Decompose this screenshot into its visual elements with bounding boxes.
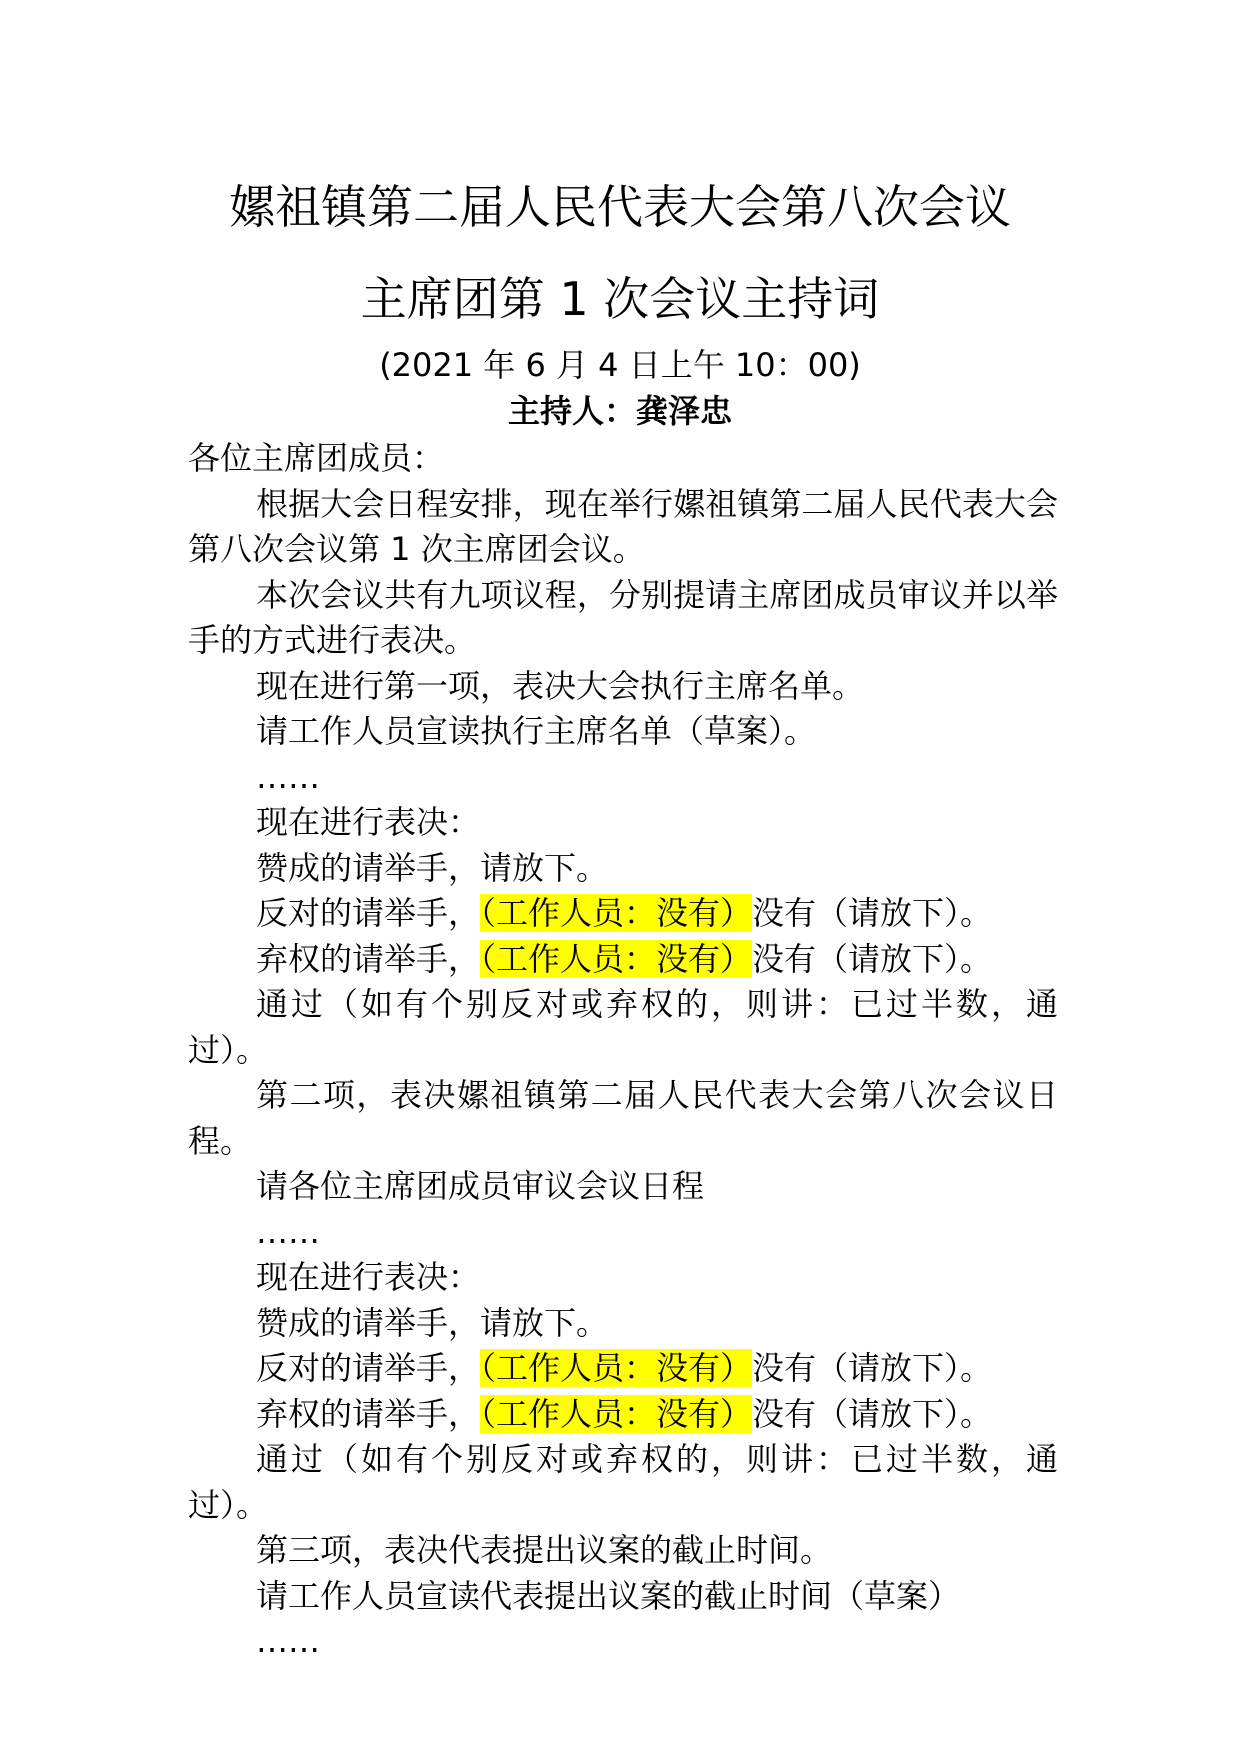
- vote-response: 没有（请放下）。: [752, 1394, 993, 1433]
- highlighted-note: （工作人员：没有）: [480, 1349, 753, 1387]
- ellipsis: ……: [256, 1622, 320, 1660]
- document-title-line-1: 嫘祖镇第二届人民代表大会第八次会议: [229, 180, 1011, 234]
- vote-line-abstain: [188, 937, 1058, 983]
- highlighted-note: （工作人员：没有）: [480, 1394, 753, 1433]
- paragraph: 第三项，表决代表提出议案的截止时间。: [256, 1531, 833, 1569]
- document-title-line-2: 主席团第 1 次会议主持词: [360, 272, 880, 326]
- vote-response: 没有（请放下）。: [752, 939, 993, 978]
- vote-prompt: 反对的请举手，: [256, 894, 481, 932]
- document-body: [188, 436, 1058, 1665]
- vote-prompt: 反对的请举手，: [256, 1349, 481, 1387]
- paragraph: 赞成的请举手，请放下。: [256, 848, 609, 887]
- paragraph: 本次会议共有九项议程，分别提请主席团成员审议并以举手的方式进行表决。: [188, 575, 1058, 659]
- paragraph: 第二项，表决嫘祖镇第二届人民代表大会第八次会议日程。: [188, 1076, 1058, 1160]
- vote-line-oppose: [188, 1346, 1058, 1392]
- vote-line-oppose: [188, 891, 1058, 937]
- paragraph: 请各位主席团成员审议会议日程: [256, 1167, 705, 1205]
- vote-line-abstain: [188, 1392, 1058, 1438]
- meeting-datetime: (2021 年 6 月 4 日上午 10：00): [379, 346, 861, 384]
- paragraph: 现在进行第一项，表决大会执行主席名单。: [256, 666, 865, 705]
- paragraph: 现在进行表决：: [256, 803, 481, 841]
- paragraph: 赞成的请举手，请放下。: [256, 1303, 609, 1342]
- paragraph: 通过（如有个别反对或弃权的，则讲：已过半数，通过）。: [188, 985, 1058, 1069]
- vote-response: 没有（请放下）。: [752, 894, 993, 932]
- host-name: 主持人：龚泽忠: [507, 392, 732, 430]
- paragraph: 通过（如有个别反对或弃权的，则讲：已过半数，通过）。: [188, 1440, 1058, 1524]
- vote-prompt: 弃权的请举手，: [256, 1394, 481, 1433]
- highlighted-note: （工作人员：没有）: [480, 939, 753, 978]
- salutation: 各位主席团成员：: [188, 439, 445, 477]
- ellipsis: ……: [256, 757, 320, 796]
- paragraph: 请工作人员宣读执行主席名单（草案）。: [256, 712, 817, 750]
- vote-response: 没有（请放下）。: [752, 1349, 993, 1387]
- paragraph: 根据大会日程安排，现在举行嫘祖镇第二届人民代表大会第八次会议第 1 次主席团会议。: [188, 484, 1058, 568]
- highlighted-note: （工作人员：没有）: [480, 894, 753, 932]
- paragraph: 现在进行表决：: [256, 1258, 481, 1296]
- ellipsis: ……: [256, 1212, 320, 1251]
- paragraph: 请工作人员宣读代表提出议案的截止时间（草案）: [256, 1576, 961, 1615]
- vote-prompt: 弃权的请举手，: [256, 939, 481, 978]
